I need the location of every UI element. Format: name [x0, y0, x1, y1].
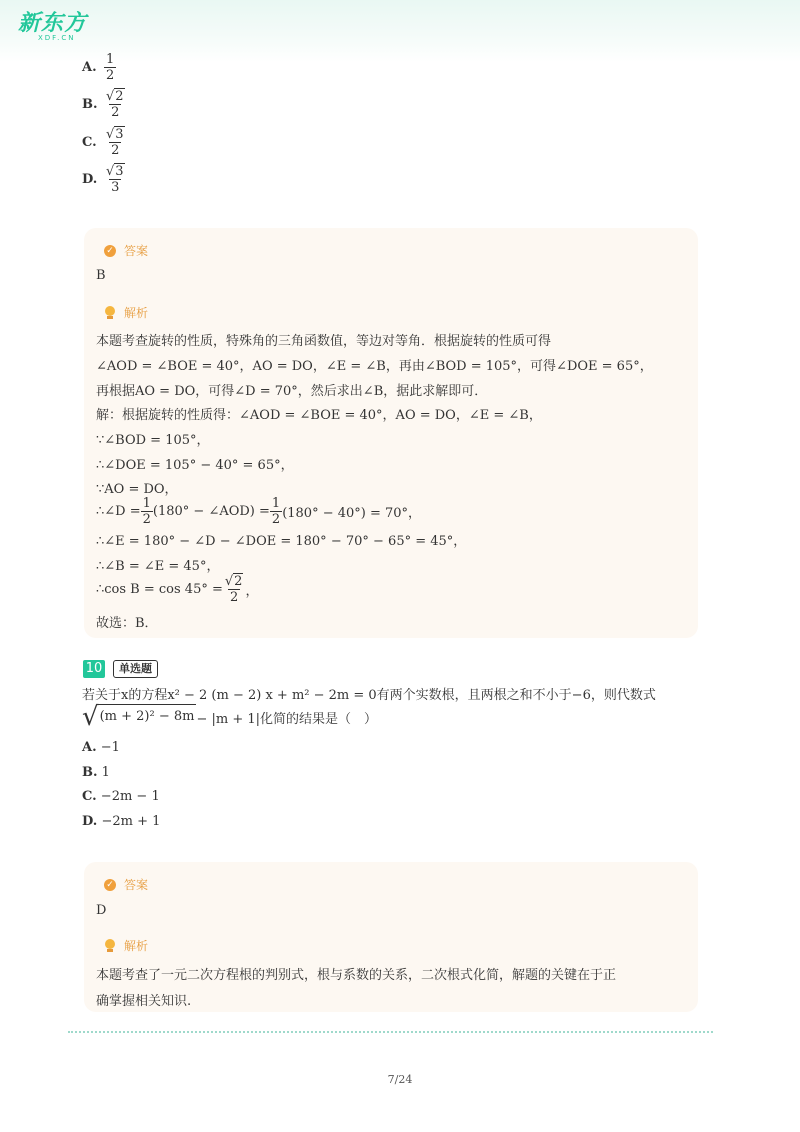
option-b: [82, 89, 127, 120]
header-band: [0, 0, 800, 62]
numerator: 1: [106, 52, 115, 67]
analysis-line: ∴∠DOE = 105° − 40° = 65°，: [96, 458, 294, 473]
numerator: √2: [106, 89, 124, 104]
radicand: 2: [115, 89, 124, 104]
radicand: (m + 2)² − 8m: [98, 704, 197, 730]
answer-header: [104, 242, 148, 259]
analysis-line: 解：根据旋转的性质得：∠AOD = ∠BOE = 40°，AO = DO，∠E = ∠B，: [96, 408, 542, 423]
option-text: 1: [101, 765, 110, 780]
fraction: [104, 164, 127, 195]
radical-expression: [82, 704, 196, 730]
sqrt-symbol: √: [82, 702, 99, 732]
analysis-line: [96, 574, 258, 605]
expr-part: (180° − 40°) = 70°，: [282, 506, 422, 521]
logo-text: 新东方: [18, 11, 88, 36]
option-letter: C.: [82, 135, 97, 150]
denominator: 2: [230, 590, 239, 605]
option-a: [82, 740, 120, 755]
question-number-badge: 10: [83, 660, 105, 678]
answer-label: 答案: [124, 878, 149, 892]
option-text: −2m + 1: [101, 814, 161, 829]
answer-header: [104, 876, 148, 893]
analysis-line: ∠AOD = ∠BOE = 40°，AO = DO，∠E = ∠B，再由∠BOD = 105°，可得∠DOE = 65°，: [96, 359, 653, 374]
numerator: √3: [106, 127, 124, 142]
denominator: 3: [111, 180, 120, 195]
denominator: 2: [111, 143, 120, 158]
expr-part: (180° − ∠AOD) =: [152, 504, 270, 519]
option-text: −1: [100, 740, 120, 755]
analysis-line: 再根据AO = DO，可得∠D = 70°，然后求出∠B，据此求解即可．: [96, 384, 488, 399]
question-text: 若关于x的方程x² − 2 (m − 2) x + m² − 2m = 0有两个实数根，且两根之和不小于−6，则代数式: [82, 688, 656, 703]
analysis-line: ∵∠BOD = 105°，: [96, 433, 210, 448]
radicand: 2: [234, 574, 243, 589]
fraction-half: [141, 496, 153, 527]
analysis-line: ∴∠B = ∠E = 45°，: [96, 559, 220, 574]
expr-part: ∴∠D =: [96, 504, 141, 519]
fraction-half: [270, 496, 282, 527]
option-letter: A.: [82, 60, 97, 75]
lightbulb-icon: [104, 939, 116, 953]
denominator: 2: [271, 512, 281, 527]
analysis-line: ∴∠E = 180° − ∠D − ∠DOE = 180° − 70° − 65° = 45°，: [96, 534, 467, 549]
question-type-badge: 单选题: [113, 660, 158, 678]
expr-part: ，: [245, 584, 259, 599]
option-letter: B.: [82, 765, 98, 780]
page-number: 7/24: [387, 1073, 413, 1086]
analysis-label: 解析: [124, 306, 149, 320]
option-c: [82, 789, 160, 804]
answer-label: 答案: [124, 244, 149, 258]
question-text-line2: [82, 704, 377, 730]
option-a: [82, 52, 116, 83]
option-letter: D.: [82, 814, 98, 829]
question-text-rest: − |m + 1|化简的结果是（ ）: [196, 711, 377, 727]
check-icon: ✓: [104, 879, 116, 891]
numerator: 1: [271, 496, 281, 511]
option-c: [82, 127, 127, 158]
denominator: 2: [106, 68, 115, 83]
analysis-label: 解析: [124, 939, 149, 953]
fraction: [104, 127, 127, 158]
option-letter: B.: [82, 97, 98, 112]
radicand: 3: [115, 127, 124, 142]
analysis-line: [96, 496, 421, 527]
radicand: 3: [115, 164, 124, 179]
expr-part: ∴cos B = cos 45° =: [96, 582, 223, 597]
analysis-line: 本题考查了一元二次方程根的判别式，根与系数的关系，二次根式化简，解题的关键在于正: [96, 968, 617, 983]
analysis-header: [104, 304, 148, 321]
answer-value: B: [96, 268, 106, 283]
option-text: −2m − 1: [100, 789, 160, 804]
option-d: [82, 814, 160, 829]
analysis-line: 本题考查旋转的性质，特殊角的三角函数值，等边对等角．根据旋转的性质可得: [96, 334, 552, 349]
lightbulb-icon: [104, 306, 116, 320]
answer-value: D: [96, 903, 107, 918]
analysis-line: 确掌握相关知识.: [96, 994, 192, 1009]
numerator: √3: [106, 164, 124, 179]
check-icon: ✓: [104, 245, 116, 257]
fraction: [104, 89, 127, 120]
numerator: √2: [224, 574, 243, 589]
fraction: [104, 52, 116, 83]
numerator: 1: [142, 496, 151, 511]
divider-dotted: [68, 1031, 713, 1033]
fraction-sqrt2: [223, 574, 246, 605]
analysis-header: [104, 937, 148, 954]
denominator: 2: [111, 105, 120, 120]
denominator: 2: [142, 512, 151, 527]
option-d: [82, 164, 127, 195]
option-letter: D.: [82, 172, 98, 187]
final-answer-line: 故选：B．: [96, 616, 158, 631]
analysis-line: ∵AO = DO，: [96, 482, 178, 497]
logo-subtext: XDF.CN: [38, 34, 76, 42]
option-letter: A.: [82, 740, 97, 755]
option-b: [82, 765, 110, 780]
brand-logo: [18, 6, 87, 42]
option-letter: C.: [82, 789, 97, 804]
